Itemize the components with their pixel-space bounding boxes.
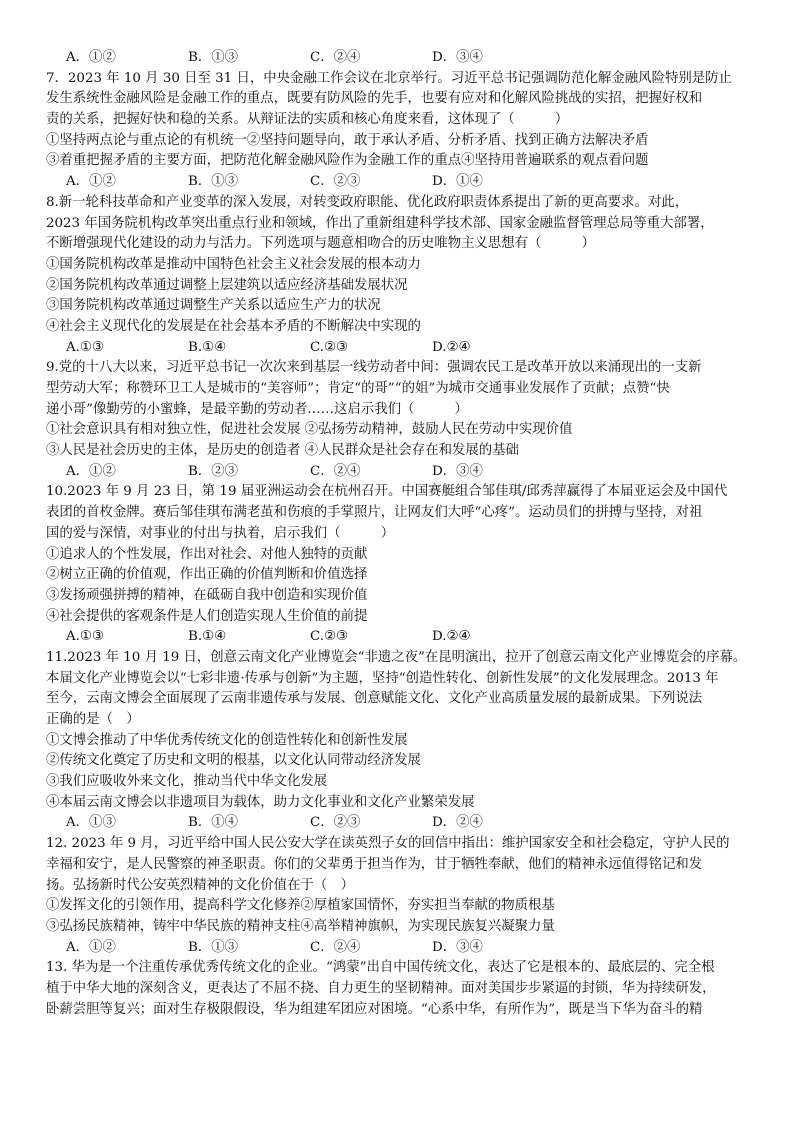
q7-option-a: A．①② bbox=[66, 174, 116, 190]
q8-item: ②国务院机构改革通过调整上层建筑以适应经济基础发展状况 bbox=[46, 277, 408, 293]
q10-option-d: D.②④ bbox=[432, 629, 471, 645]
q7-item: ①坚持两点论与重点论的有机统一②坚持问题导向，敢于承认矛盾、分析矛盾、找到正确方法解决矛盾 bbox=[46, 132, 649, 148]
q13-stem-line: 卧薪尝胆等复兴；面对生存极限假设，华为组建军团应对困境。“心系中华，有所作为”，既是当下华为奋斗的精 bbox=[46, 1001, 703, 1017]
q8-stem-line: 2023 年国务院机构改革突出重点行业和领域，作出了重新组建科学技术部、国家金融监督管理总局等重大部署， bbox=[46, 215, 714, 231]
q10-item: ④社会提供的客观条件是人们创造实现人生价值的前提 bbox=[46, 608, 368, 624]
q10-item: ②树立正确的价值观，作出正确的价值判断和价值选择 bbox=[46, 567, 368, 583]
q9-option-a: A．①② bbox=[66, 463, 116, 479]
q8-option-d: D.②④ bbox=[432, 339, 471, 355]
q9-options bbox=[46, 462, 758, 483]
q12-option-c: C．②④ bbox=[310, 939, 361, 955]
q11-item: ①文博会推动了中华优秀传统文化的创造性转化和创新性发展 bbox=[46, 732, 408, 748]
q12-stem-line: 12. 2023 年 9 月，习近平给中国人民公安大学在读英烈子女的回信中指出：维护国家安全和社会稳定，守护人民的 bbox=[46, 836, 730, 852]
q12-option-d: D．③④ bbox=[432, 939, 483, 955]
q11-option-a: A．①③ bbox=[66, 815, 116, 831]
q6-option-b: B．①③ bbox=[188, 50, 239, 65]
q11-option-b: B．①④ bbox=[188, 815, 239, 831]
q6-option-d: D．③④ bbox=[432, 50, 483, 65]
q12-options bbox=[46, 938, 758, 959]
q8-item: ①国务院机构改革是推动中国特色社会主义社会发展的根本动力 bbox=[46, 256, 421, 272]
q11-options bbox=[46, 813, 758, 834]
q7-option-d: D．①④ bbox=[432, 174, 483, 190]
q11-option-c: C．②③ bbox=[310, 815, 361, 831]
q10-option-a: A.①③ bbox=[66, 629, 104, 645]
q11-stem-line: 正确的是（ ） bbox=[46, 712, 140, 727]
q9-option-c: C．②④ bbox=[310, 463, 361, 479]
q8-stem-line: 不断增强现代化建设的动力与活力。下列选项与题意相吻合的历史唯物主义思想有（ ） bbox=[46, 236, 596, 252]
q9-item: ③人民是社会历史的主体，是历史的创造者 ④人民群众是社会存在和发展的基础 bbox=[46, 443, 519, 459]
q7-options bbox=[46, 172, 758, 193]
q6-option-c: C．②④ bbox=[310, 50, 361, 65]
q10-item: ①追求人的个性发展，作出对社会、对他人独特的贡献 bbox=[46, 546, 368, 562]
question-7 bbox=[46, 69, 758, 193]
q11-item: ②传统文化奠定了历史和文明的根基，以文化认同带动经济发展 bbox=[46, 753, 421, 769]
q8-stem-line: 8.新一轮科技革命和产业变革的深入发展，对转变政府职能、优化政府职责体系提出了新的更高要求。对此， bbox=[46, 194, 689, 210]
q8-item: ③国务院机构改革通过调整生产关系以适应生产力的状况 bbox=[46, 298, 381, 314]
q10-stem-line: 国的爱与深情，对事业的付出与执着，启示我们（ ） bbox=[46, 525, 395, 541]
q10-options bbox=[46, 627, 758, 648]
question-10 bbox=[46, 482, 758, 648]
q12-option-b: B．①③ bbox=[188, 939, 239, 955]
q10-option-b: B.①④ bbox=[188, 629, 227, 645]
q12-stem-line: 扬。弘扬新时代公安英烈精神的文化价值在于（ ） bbox=[46, 877, 354, 893]
q10-item: ③发扬顽强拼搏的精神，在砥砺自我中创造和实现价值 bbox=[46, 587, 368, 603]
q7-item: ③着重把握矛盾的主要方面，把防范化解金融风险作为金融工作的重点④坚持用普遍联系的观点看问题 bbox=[46, 153, 649, 169]
question-11 bbox=[46, 648, 758, 834]
q10-stem-line: 表团的首枚金牌。赛后邹佳琪布满老茧和伤痕的手掌照片，让网友们大呼“心疼”。运动员们的拼搏与坚持，对祖 bbox=[46, 505, 703, 521]
q8-item: ④社会主义现代化的发展是在社会基本矛盾的不断解决中实现的 bbox=[46, 318, 421, 334]
q7-stem-line: 发生系统性金融风险是金融工作的重点，既要有防风险的先手，也要有应对和化解风险挑战的实招，把握好权和 bbox=[46, 91, 703, 107]
question-9 bbox=[46, 358, 758, 482]
q8-option-c: C.②③ bbox=[310, 339, 349, 355]
q11-stem-line: 本届文化产业博览会以“七彩非遗·传承与创新”为主题，坚持“创造性转化、创新性发展”的文化发展理念。2013 年 bbox=[46, 670, 719, 686]
q8-option-a: A.①③ bbox=[66, 339, 104, 355]
q7-option-b: B．①③ bbox=[188, 174, 239, 190]
q11-item: ④本届云南文博会以非遗项目为载体，助力文化事业和文化产业繁荣发展 bbox=[46, 794, 475, 810]
q12-item: ③弘扬民族精神，铸牢中华民族的精神支柱④高举精神旗帜，为实现民族复兴凝聚力量 bbox=[46, 918, 555, 934]
q9-option-b: B．②③ bbox=[188, 463, 239, 479]
q10-stem-line: 10.2023 年 9 月 23 日，第 19 届亚洲运动会在杭州召开。中国赛艇组合邹佳琪/邱秀萍赢得了本届亚运会及中国代 bbox=[46, 484, 728, 500]
q6-options bbox=[46, 48, 758, 69]
q7-option-c: C．②③ bbox=[310, 174, 361, 190]
q9-stem-line: 9.党的十八大以来，习近平总书记一次次来到基层一线劳动者中间：强调农民工是改革开放以来涌现出的一支新 bbox=[46, 360, 702, 376]
q7-stem-line: 7．2023 年 10 月 30 日至 31 日，中央金融工作会议在北京举行。习近平总书记强调防范化解金融风险特别是防止 bbox=[46, 70, 732, 86]
q11-stem-line: 11.2023 年 10 月 19 日，创意云南文化产业博览会“非遗之夜”在昆明演出，拉开了创意云南文化产业博览会的序幕。 bbox=[46, 649, 747, 665]
q12-item: ①发挥文化的引领作用，提高科学文化修养②厚植家国情怀，夯实担当奉献的物质根基 bbox=[46, 898, 555, 914]
q12-option-a: A．①② bbox=[66, 939, 116, 955]
q9-item: ①社会意识具有相对独立性，促进社会发展 ②弘扬劳动精神，鼓励人民在劳动中实现价值 bbox=[46, 422, 573, 438]
question-12 bbox=[46, 834, 758, 958]
question-8 bbox=[46, 193, 758, 359]
q11-item: ③我们应吸收外来文化，推动当代中华文化发展 bbox=[46, 774, 328, 790]
q7-stem-line: 责的关系，把握好快和稳的关系。从辩证法的实质和核心角度来看，这体现了（ ） bbox=[46, 112, 569, 128]
q8-options bbox=[46, 338, 758, 359]
q6-option-a: A．①② bbox=[66, 50, 116, 65]
exam-page bbox=[46, 48, 758, 1020]
question-13 bbox=[46, 958, 758, 1020]
q11-option-d: D．②④ bbox=[432, 815, 483, 831]
q11-stem-line: 至今，云南文博会全面展现了云南非遗传承与发展、创意赋能文化、文化产业高质量发展的最新成果。下列说法 bbox=[46, 691, 703, 707]
q9-option-d: D．③④ bbox=[432, 463, 483, 479]
q10-option-c: C.②③ bbox=[310, 629, 349, 645]
q9-stem-line: 型劳动大军；称赞环卫工人是城市的“美容师”；肯定“的哥”“的姐”为城市交通事业发展作了贡献；点赞“快 bbox=[46, 381, 670, 396]
q8-option-b: B.①④ bbox=[188, 339, 227, 355]
q13-stem-line: 13. 华为是一个注重传承优秀传统文化的企业。“鸿蒙”出自中国传统文化，表达了它是根本的、最底层的、完全根 bbox=[46, 960, 715, 976]
q13-stem-line: 植于中华大地的深刻含义，更表达了不屈不挠、自力更生的坚韧精神。面对美国步步紧逼的封锁，华为持续研发， bbox=[46, 980, 716, 996]
q12-stem-line: 幸福和安宁，是人民警察的神圣职责。你们的父辈勇于担当作为，甘于牺牲奉献，他们的精神永远值得铭记和发 bbox=[46, 856, 703, 872]
q9-stem-line: 递小哥”像勤劳的小蜜蜂，是最辛勤的劳动者……这启示我们（ ） bbox=[46, 401, 468, 417]
